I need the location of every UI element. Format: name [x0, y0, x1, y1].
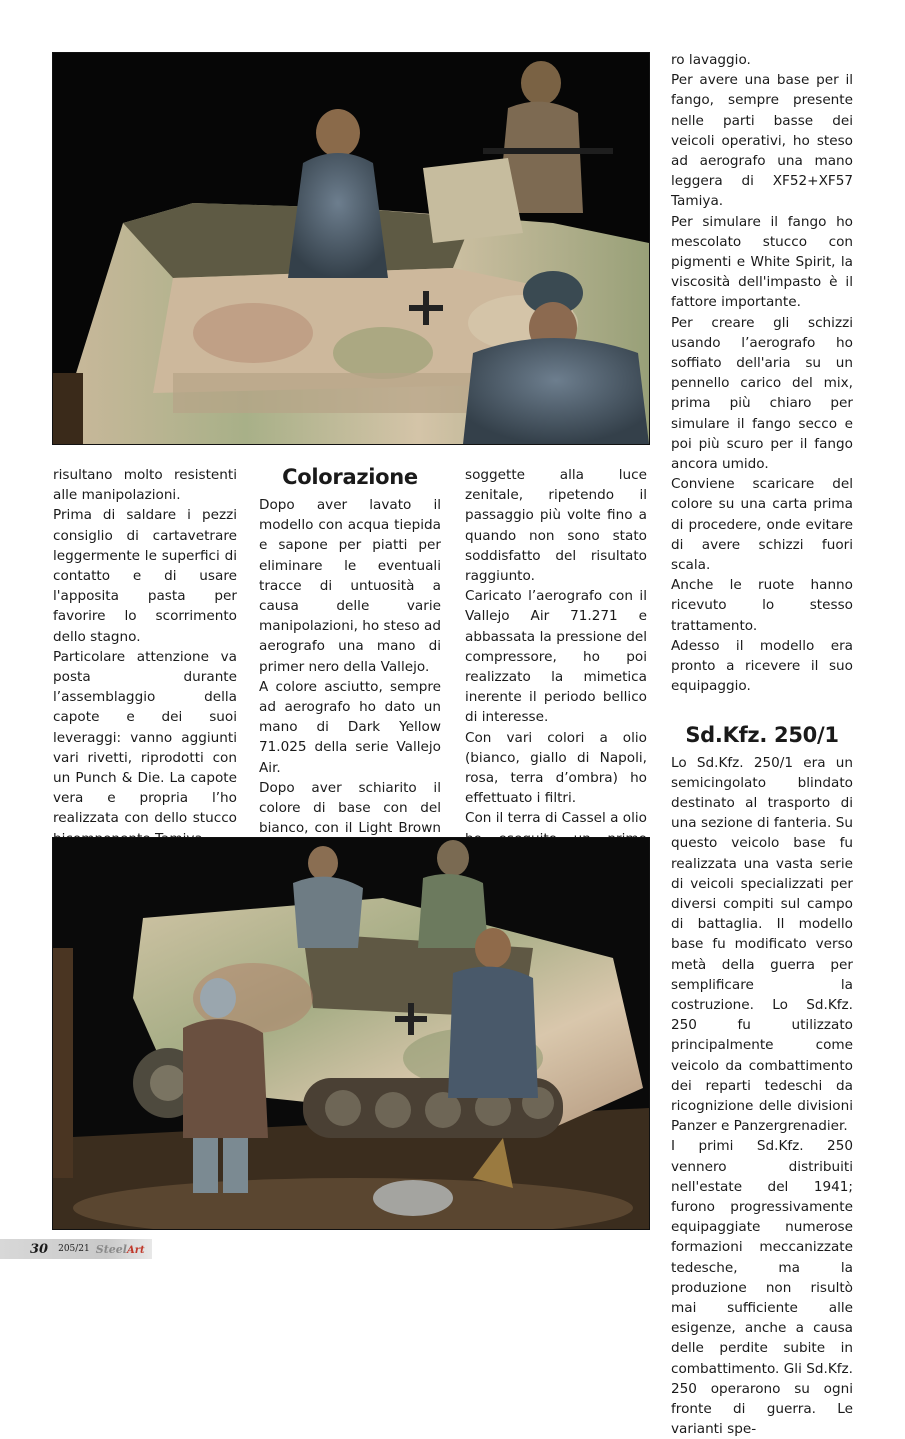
paragraph: Anche le ruote hanno ricevuto lo stesso trattamento. — [671, 577, 853, 634]
logo-main-text: Steel — [95, 1242, 127, 1256]
logo-accent-text: Art — [126, 1244, 145, 1256]
section-heading-sdkfz: Sd.Kfz. 250/1 — [685, 722, 839, 747]
paragraph: Per simulare il fango ho mescolato stucco con pigmenti e White Spirit, la viscosità dell'impasto è il fattore importante. — [671, 213, 853, 311]
page-number: 30 — [30, 1241, 49, 1257]
page-footer — [0, 1239, 152, 1259]
paragraph: Dopo aver schiarito il colore di base con del bianco, con il Light Brown — [259, 779, 441, 837]
paragraph: Adesso il modello era pronto a ricevere il suo equipaggio. — [671, 637, 853, 695]
text-column-1 — [53, 465, 237, 849]
paragraph: I primi Sd.Kfz. 250 vennero distribuiti nell'estate del 1941; furono progressivamente equipaggiate numerose formazioni meccanizzate tedesche, ma la produzione non risultò mai sufficiente alle esigenze, anche a causa delle perdite subite in combattimento. Gli Sd.Kfz. 250 operarono su ogni fronte di guerra. Le varianti spe- — [671, 1138, 853, 1438]
paragraph: Con vari colori a olio (bianco, giallo di Napoli, rosa, terra d’ombra) ho effettuato i filtri. — [465, 729, 647, 807]
text-column-2 — [259, 465, 441, 879]
diorama-photo-top-image — [53, 53, 649, 444]
paragraph: soggette alla luce zenitale, ripetendo il passaggio più volte fino a quando non sono stato soddisfatto del risultato raggiunto. — [465, 467, 647, 585]
magazine-logo — [96, 1243, 145, 1256]
issue-number: 205/21 — [58, 1244, 90, 1254]
diorama-photo-bottom-image — [53, 838, 649, 1229]
paragraph: Lo Sd.Kfz. 250/1 era un semicingolato blindato destinato al trasporto di una sezione di fanteria. Su questo veicolo base fu realizzata una vasta serie di veicoli specializzati per diversi compiti sul campo di battaglia. Il modello base fu modificato verso metà della guerra per semplificare la costruzione. Lo Sd.Kfz. 250 fu utilizzato principalmente come veicolo da combattimento dei reparti tedeschi da ricognizione delle divisioni Panzer e Panzergrenadier. — [671, 754, 853, 1135]
photo-top — [52, 52, 650, 445]
paragraph: Per creare gli schizzi usando l’aerografo ho soffiato dell'aria su un pennello carico del mix, prima più chiaro per simulare il fango secco e poi più scuro per il fango ancora umido. — [671, 314, 853, 473]
paragraph: Conviene scaricare del colore su una carta prima di procedere, onde evitare di avere schizzi fuori scala. — [671, 476, 853, 574]
text-column-4 — [671, 50, 853, 1439]
text-column-3 — [465, 465, 647, 869]
paragraph: Prima di saldare i pezzi consiglio di cartavetrare leggermente le superfici di contatto e di usare l'apposita pasta per favorire lo scorrimento dello stagno. — [53, 507, 237, 645]
paragraph: ro lavaggio. — [671, 52, 751, 68]
paragraph: Per avere una base per il fango, sempre presente nelle parti basse dei veicoli operativi, ho steso ad aerografo una mano leggera di XF52+XF57 Tamiya. — [671, 72, 853, 210]
photo-bottom — [52, 837, 650, 1230]
paragraph: risultano molto resistenti alle manipolazioni. — [53, 467, 237, 504]
section-heading-colorazione: Colorazione — [282, 465, 418, 489]
paragraph: Caricato l’aerografo con il Vallejo Air 71.271 e abbassata la pressione del compressore, ho poi realizzato la mimetica inerente il periodo bellico di interesse. — [465, 588, 647, 726]
paragraph: Con il terra di Cassel a olio — [465, 810, 647, 827]
paragraph: Particolare attenzione va posta durante l’assemblaggio della capote e dei suoi leveraggi: vanno aggiunti vari rivetti, riprodotti con un Punch & Die. La capote vera e propria l’ho realizzata con dello stucco — [53, 648, 237, 827]
paragraph: A colore asciutto, sempre ad aerografo ho dato un mano di Dark Yellow 71.025 della serie Vallejo Air. — [259, 678, 441, 776]
paragraph: Dopo aver lavato il modello con acqua tiepida e sapone per piatti per eliminare le eventuali tracce di untuosità a causa delle varie manipolazioni, ho steso ad aerografo una mano di primer nero della Vallejo. — [259, 497, 441, 675]
